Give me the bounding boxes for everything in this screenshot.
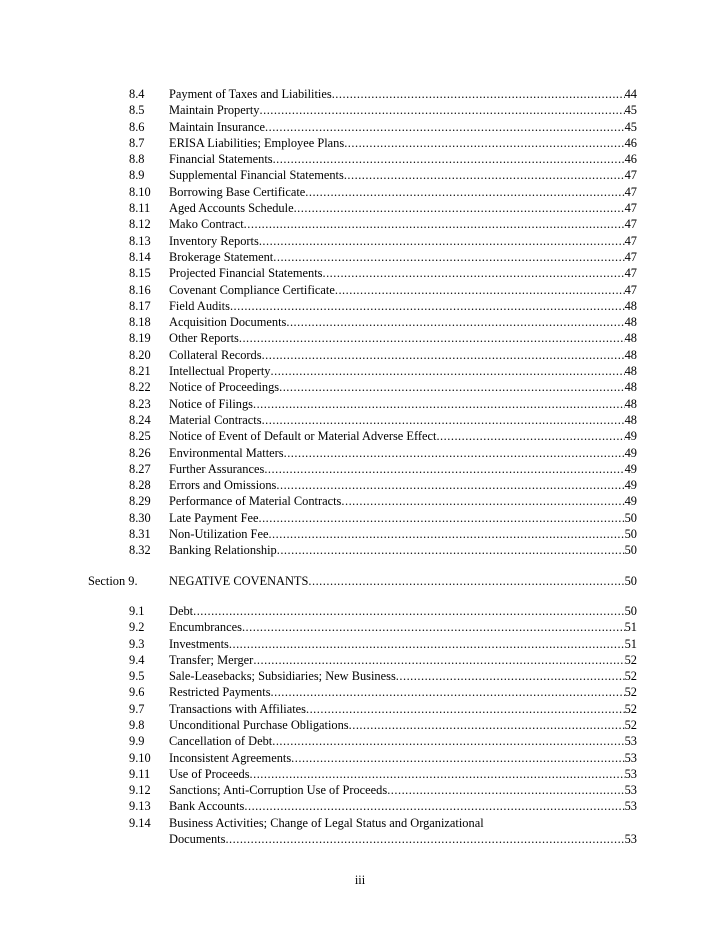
toc-entry[interactable] (0, 542, 720, 558)
dot-leader (262, 412, 625, 428)
dot-leader (396, 668, 625, 684)
toc-entry[interactable] (0, 750, 720, 766)
entry-number: 8.9 (129, 168, 145, 183)
entry-title: Bank Accounts (169, 799, 245, 814)
toc-entry[interactable] (0, 216, 720, 232)
dot-leader (305, 184, 624, 200)
toc-entry[interactable] (0, 636, 720, 652)
entry-page: 45 (624, 103, 637, 118)
dot-leader (239, 330, 625, 346)
entry-number: 8.18 (129, 315, 151, 330)
entry-page: 47 (624, 266, 637, 281)
entry-title: Late Payment Fee (169, 510, 259, 525)
entry-number: 8.32 (129, 543, 151, 558)
toc-entry[interactable] (0, 782, 720, 798)
entry-number: 8.30 (129, 510, 151, 525)
dot-leader (271, 363, 625, 379)
entry-number: 9.14 (129, 815, 151, 830)
dot-leader (244, 216, 625, 232)
toc-entry[interactable] (0, 233, 720, 249)
entry-title: Sanctions; Anti-Corruption Use of Proceeds (169, 783, 388, 798)
entry-page: 47 (624, 184, 637, 199)
dot-leader (250, 766, 625, 782)
toc-entry[interactable] (0, 701, 720, 717)
dot-leader (349, 717, 625, 733)
entry-title: Debt (169, 603, 194, 618)
entry-page: 53 (624, 750, 637, 765)
entry-page: 48 (624, 396, 637, 411)
entry-title: Brokerage Statement (169, 249, 274, 264)
dot-leader (322, 265, 624, 281)
dot-leader (273, 249, 624, 265)
entry-title: Mako Contract (169, 217, 244, 232)
entry-number: 8.12 (129, 217, 151, 232)
entry-title: Transfer; Merger (169, 652, 254, 667)
entry-title: Non-Utilization Fee (169, 527, 269, 542)
section-page: 50 (624, 573, 637, 588)
entry-number: 8.31 (129, 527, 151, 542)
toc-entry[interactable] (0, 184, 720, 200)
entry-number: 9.7 (129, 701, 145, 716)
entry-title: Transactions with Affiliates (169, 701, 306, 716)
entry-title: Sale-Leasebacks; Subsidiaries; New Business (169, 669, 396, 684)
entry-page: 48 (624, 364, 637, 379)
entry-title: Supplemental Financial Statements (169, 168, 344, 183)
section-heading[interactable] (0, 573, 720, 589)
toc-entry[interactable] (0, 86, 720, 102)
entry-title: Investments (169, 636, 229, 651)
entry-number: 9.8 (129, 717, 145, 732)
entry-page: 52 (624, 701, 637, 716)
toc-entry[interactable] (0, 428, 720, 444)
toc-entry[interactable] (0, 200, 720, 216)
entry-title: Other Reports (169, 331, 239, 346)
entry-page: 53 (624, 783, 637, 798)
entry-title: Errors and Omissions (169, 478, 277, 493)
entry-number: 9.10 (129, 750, 151, 765)
entry-page: 47 (624, 233, 637, 248)
entry-page: 47 (624, 282, 637, 297)
toc-entry[interactable] (0, 668, 720, 684)
dot-leader (271, 684, 625, 700)
dot-leader (244, 798, 624, 814)
dot-leader (193, 603, 625, 619)
entry-number: 9.11 (129, 766, 151, 781)
toc-entry[interactable] (0, 102, 720, 118)
entry-page: 47 (624, 249, 637, 264)
section-8-items (0, 86, 720, 559)
entry-title: Cancellation of Debt (169, 734, 273, 749)
toc-entry[interactable] (0, 798, 720, 814)
dot-leader (225, 831, 624, 847)
entry-number: 8.26 (129, 445, 151, 460)
entry-number: 9.13 (129, 799, 151, 814)
toc-entry[interactable] (0, 461, 720, 477)
entry-page: 48 (624, 412, 637, 427)
entry-title: Banking Relationship (169, 543, 277, 558)
toc-entry[interactable] (0, 167, 720, 183)
dot-leader (229, 636, 625, 652)
toc-entry[interactable] (0, 347, 720, 363)
toc-entry[interactable] (0, 445, 720, 461)
toc-entry[interactable] (0, 412, 720, 428)
entry-title: Field Audits (169, 298, 230, 313)
toc-entry[interactable] (0, 477, 720, 493)
entry-number: 8.5 (129, 103, 145, 118)
entry-page: 51 (624, 636, 637, 651)
toc-entry[interactable] (0, 119, 720, 135)
entry-title: Aged Accounts Schedule (169, 201, 294, 216)
entry-page: 47 (624, 217, 637, 232)
entry-page: 46 (624, 135, 637, 150)
entry-page: 49 (624, 461, 637, 476)
section-9-items (0, 603, 720, 815)
entry-title: Inconsistent Agreements (169, 750, 292, 765)
entry-page: 48 (624, 298, 637, 313)
entry-title: Encumbrances (169, 620, 242, 635)
entry-number: 8.28 (129, 478, 151, 493)
entry-number: 8.24 (129, 412, 151, 427)
entry-title-line1: Business Activities; Change of Legal Status and Organizational (169, 815, 484, 830)
dot-leader (268, 526, 624, 542)
dot-leader (258, 510, 624, 526)
toc-entry[interactable] (0, 652, 720, 668)
entry-page: 49 (624, 445, 637, 460)
entry-number: 8.6 (129, 119, 145, 134)
entry-title: Maintain Property (169, 103, 260, 118)
entry-title: Inventory Reports (169, 233, 259, 248)
dot-leader (259, 233, 625, 249)
entry-number: 8.14 (129, 249, 151, 264)
entry-page: 46 (624, 152, 637, 167)
table-of-contents (0, 86, 720, 847)
entry-number: 8.22 (129, 380, 151, 395)
dot-leader (286, 314, 624, 330)
dot-leader (272, 733, 624, 749)
entry-title: Restricted Payments (169, 685, 271, 700)
entry-number: 9.6 (129, 685, 145, 700)
entry-page: 53 (624, 799, 637, 814)
entry-number: 8.7 (129, 135, 145, 150)
entry-number: 8.27 (129, 461, 151, 476)
dot-leader (335, 282, 625, 298)
entry-title: Performance of Material Contracts (169, 494, 342, 509)
entry-number: 8.13 (129, 233, 151, 248)
toc-entry[interactable] (0, 249, 720, 265)
dot-leader (276, 477, 624, 493)
entry-title: Environmental Matters (169, 445, 284, 460)
entry-page: 50 (624, 603, 637, 618)
dot-leader (253, 396, 625, 412)
dot-leader (277, 542, 625, 558)
dot-leader (306, 701, 625, 717)
entry-title: Unconditional Purchase Obligations (169, 717, 349, 732)
entry-page: 48 (624, 380, 637, 395)
toc-entry[interactable] (0, 684, 720, 700)
entry-page: 45 (624, 119, 637, 134)
entry-page: 50 (624, 543, 637, 558)
entry-number: 8.20 (129, 347, 151, 362)
dot-leader (262, 347, 625, 363)
toc-entry[interactable] (0, 379, 720, 395)
toc-entry[interactable] (0, 733, 720, 749)
entry-number: 9.4 (129, 652, 145, 667)
entry-page: 49 (624, 494, 637, 509)
entry-number: 8.11 (129, 201, 151, 216)
entry-number: 9.2 (129, 620, 145, 635)
toc-entry[interactable] (0, 396, 720, 412)
entry-page: 53 (624, 734, 637, 749)
dot-leader (273, 151, 625, 167)
entry-number: 8.15 (129, 266, 151, 281)
entry-title: Covenant Compliance Certificate (169, 282, 335, 297)
entry-page: 52 (624, 652, 637, 667)
entry-title: Further Assurances (169, 461, 265, 476)
entry-title: Intellectual Property (169, 364, 271, 379)
entry-title: Notice of Filings (169, 396, 253, 411)
dot-leader (294, 200, 625, 216)
entry-page: 51 (624, 620, 637, 635)
entry-number: 8.19 (129, 331, 151, 346)
entry-title: Payment of Taxes and Liabilities (169, 87, 332, 101)
toc-entry[interactable] (0, 510, 720, 526)
entry-number: 8.25 (129, 429, 151, 444)
toc-entry[interactable] (0, 717, 720, 733)
dot-leader (436, 428, 624, 444)
entry-title: Borrowing Base Certificate (169, 184, 306, 199)
entry-title: Material Contracts (169, 412, 262, 427)
dot-leader (332, 86, 625, 102)
dot-leader (284, 445, 625, 461)
dot-leader (253, 652, 624, 668)
entry-title: Use of Proceeds (169, 766, 250, 781)
entry-number: 9.5 (129, 669, 145, 684)
entry-number: 8.16 (129, 282, 151, 297)
entry-page: 52 (624, 669, 637, 684)
section-title: NEGATIVE COVENANTS (169, 573, 309, 588)
dot-leader (242, 619, 625, 635)
dot-leader (344, 167, 625, 183)
entry-page: 52 (624, 685, 637, 700)
entry-title: ERISA Liabilities; Employee Plans (169, 135, 345, 150)
entry-number: 8.21 (129, 364, 151, 379)
entry-title: Financial Statements (169, 152, 273, 167)
toc-entry[interactable] (0, 298, 720, 314)
page-number: iii (354, 873, 366, 887)
dot-leader (308, 573, 624, 589)
entry-title: Notice of Event of Default or Material Adverse Effect (169, 429, 437, 444)
entry-page: 53 (624, 766, 637, 781)
entry-page: 49 (624, 429, 637, 444)
entry-number: 8.8 (129, 152, 145, 167)
dot-leader (264, 461, 624, 477)
toc-entry[interactable] (0, 135, 720, 151)
dot-leader (279, 379, 625, 395)
entry-page: 47 (624, 201, 637, 216)
entry-number: 9.1 (129, 603, 145, 618)
entry-page: 50 (624, 527, 637, 542)
dot-leader (387, 782, 624, 798)
toc-entry[interactable] (0, 603, 720, 619)
entry-title: Collateral Records (169, 347, 262, 362)
entry-page: 52 (624, 717, 637, 732)
entry-page: 48 (624, 315, 637, 330)
dot-leader (291, 750, 624, 766)
toc-entry[interactable] (0, 265, 720, 281)
toc-entry[interactable] (0, 314, 720, 330)
toc-entry[interactable] (0, 766, 720, 782)
section-label: Section 9. (88, 573, 138, 588)
entry-number: 9.9 (129, 734, 145, 749)
dot-leader (230, 298, 625, 314)
dot-leader (341, 493, 624, 509)
toc-entry[interactable] (0, 330, 720, 346)
entry-number: 9.12 (129, 783, 151, 798)
entry-number: 8.4 (129, 87, 145, 101)
entry-title: Projected Financial Statements (169, 266, 323, 281)
toc-entry[interactable] (0, 526, 720, 542)
entry-number: 8.29 (129, 494, 151, 509)
entry-title: Notice of Proceedings (169, 380, 280, 395)
toc-entry[interactable] (0, 493, 720, 509)
dot-leader (260, 102, 625, 118)
entry-page: 48 (624, 347, 637, 362)
toc-entry[interactable] (0, 815, 720, 848)
toc-entry[interactable] (0, 363, 720, 379)
entry-page: 49 (624, 478, 637, 493)
entry-title: Acquisition Documents (169, 315, 287, 330)
entry-page: 47 (624, 168, 637, 183)
toc-entry[interactable] (0, 151, 720, 167)
entry-number: 8.17 (129, 298, 151, 313)
entry-number: 9.3 (129, 636, 145, 651)
entry-number: 8.10 (129, 184, 151, 199)
entry-page: 48 (624, 331, 637, 346)
entry-title-line2: Documents (169, 832, 226, 847)
dot-leader (265, 119, 625, 135)
entry-title: Maintain Insurance (169, 119, 265, 134)
entry-page: 44 (624, 87, 637, 101)
dot-leader (344, 135, 624, 151)
entry-number: 8.23 (129, 396, 151, 411)
toc-entry[interactable] (0, 282, 720, 298)
entry-page: 53 (624, 832, 637, 847)
entry-page: 50 (624, 510, 637, 525)
toc-entry[interactable] (0, 619, 720, 635)
